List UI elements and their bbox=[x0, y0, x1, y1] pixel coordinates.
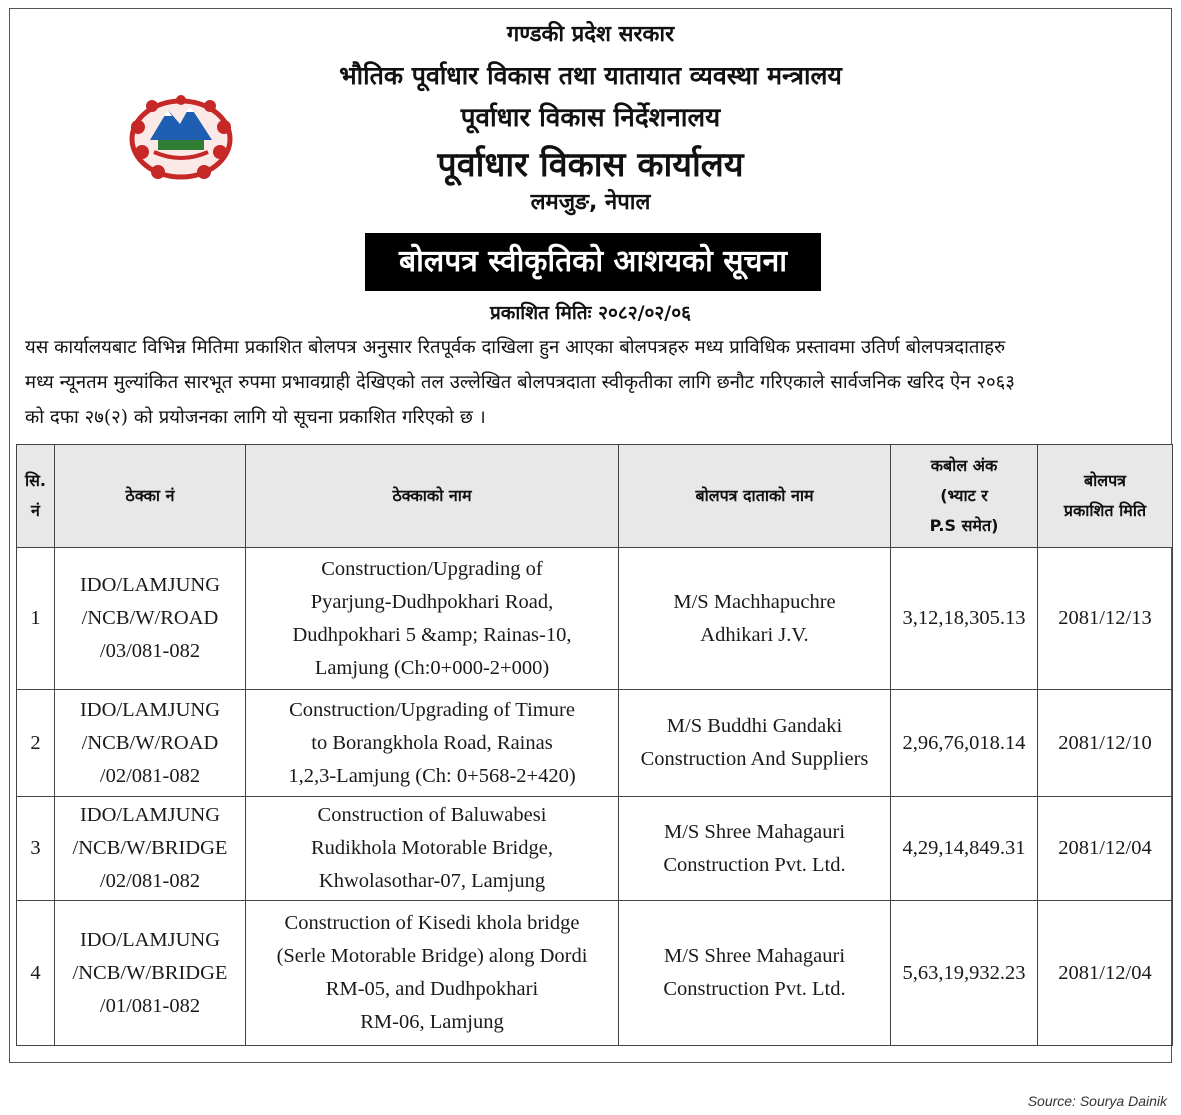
source-credit: Source: Sourya Dainik bbox=[1027, 1093, 1167, 1109]
header-location: लमजुङ, नेपाल bbox=[530, 190, 651, 215]
cell-contract-name: Construction/Upgrading of Timure to Borangkhola Road, Rainas 1,2,3-Lamjung (Ch: 0+568-2+420) bbox=[246, 690, 619, 797]
header-directorate: पूर्वाधार विकास निर्देशनालय bbox=[460, 103, 721, 133]
cell-bidder: M/S Machhapuchre Adhikari J.V. bbox=[619, 548, 891, 690]
cell-contract-no: IDO/LAMJUNG /NCB/W/ROAD /02/081-082 bbox=[55, 690, 246, 797]
cell-date: 2081/12/04 bbox=[1038, 797, 1173, 901]
cell-sn: 1 bbox=[17, 548, 55, 690]
cell-contract-no: IDO/LAMJUNG /NCB/W/BRIDGE /02/081-082 bbox=[55, 797, 246, 901]
intro-line: को दफा २७(२) को प्रयोजनका लागि यो सूचना प्रकाशित गरिएको छ । bbox=[25, 407, 486, 428]
cell-contract-name: Construction/Upgrading of Pyarjung-Dudhpokhari Road, Dudhpokhari 5 &amp; Rainas-10, Lamjung (Ch:0+000-2+000) bbox=[246, 548, 619, 690]
cell-contract-name: Construction of Baluwabesi Rudikhola Motorable Bridge, Khwolasothar-07, Lamjung bbox=[246, 797, 619, 901]
cell-contract-name: Construction of Kisedi khola bridge (Serle Motorable Bridge) along Dordi RM-05, and Dudhpokhari RM-06, Lamjung bbox=[246, 901, 619, 1046]
cell-contract-no: IDO/LAMJUNG /NCB/W/BRIDGE /01/081-082 bbox=[55, 901, 246, 1046]
table-row bbox=[17, 797, 1173, 901]
header-office: पूर्वाधार विकास कार्यालय bbox=[437, 145, 744, 185]
cell-amount: 5,63,19,932.23 bbox=[891, 901, 1038, 1046]
table-row bbox=[17, 690, 1173, 797]
table-row bbox=[17, 548, 1173, 690]
cell-sn: 4 bbox=[17, 901, 55, 1046]
intro-line: मध्य न्यूनतम मुल्यांकित सारभूत रुपमा प्रभावग्राही देखिएको तल उल्लेखित बोलपत्रदाता स्वीकृतीका लागि छनौट गरिएकाले सार्वजनिक खरिद ऐन २०६३ bbox=[25, 372, 1015, 393]
table-row bbox=[17, 901, 1173, 1046]
cell-amount: 2,96,76,018.14 bbox=[891, 690, 1038, 797]
col-header-bidder-name: बोलपत्र दाताको नाम bbox=[619, 445, 891, 548]
cell-date: 2081/12/10 bbox=[1038, 690, 1173, 797]
cell-amount: 3,12,18,305.13 bbox=[891, 548, 1038, 690]
col-header-sn: सि. नं bbox=[17, 445, 55, 548]
cell-date: 2081/12/13 bbox=[1038, 548, 1173, 690]
cell-sn: 3 bbox=[17, 797, 55, 901]
cell-contract-no: IDO/LAMJUNG /NCB/W/ROAD /03/081-082 bbox=[55, 548, 246, 690]
table-header-row bbox=[17, 445, 1173, 548]
notice-title-banner: बोलपत्र स्वीकृतिको आशयको सूचना bbox=[365, 233, 821, 291]
cell-bidder: M/S Shree Mahagauri Construction Pvt. Ltd. bbox=[619, 901, 891, 1046]
cell-bidder: M/S Buddhi Gandaki Construction And Suppliers bbox=[619, 690, 891, 797]
col-header-contract-name: ठेक्काको नाम bbox=[246, 445, 619, 548]
cell-bidder: M/S Shree Mahagauri Construction Pvt. Ltd. bbox=[619, 797, 891, 901]
header-ministry: भौतिक पूर्वाधार विकास तथा यातायात व्यवस्था मन्त्रालय bbox=[339, 61, 842, 90]
col-header-contract-no: ठेक्का नं bbox=[55, 445, 246, 548]
cell-amount: 4,29,14,849.31 bbox=[891, 797, 1038, 901]
intro-line: यस कार्यालयबाट विभिन्न मितिमा प्रकाशित बोलपत्र अनुसार रितपूर्वक दाखिला हुन आएका बोलपत्रहरु मध्य प्राविधिक प्रस्तावमा उतिर्ण बोलपत्रदाताहरु bbox=[25, 337, 1006, 358]
cell-date: 2081/12/04 bbox=[1038, 901, 1173, 1046]
published-date: प्रकाशित मितिः २०८२/०२/०६ bbox=[489, 302, 692, 324]
bid-acceptance-table bbox=[16, 444, 1173, 1046]
header-province: गण्डकी प्रदेश सरकार bbox=[506, 22, 675, 47]
cell-sn: 2 bbox=[17, 690, 55, 797]
col-header-bid-amount: कबोल अंक (भ्याट र P.S समेत) bbox=[891, 445, 1038, 548]
col-header-published-date: बोलपत्र प्रकाशित मिति bbox=[1038, 445, 1173, 548]
intro-paragraph bbox=[25, 330, 1165, 435]
